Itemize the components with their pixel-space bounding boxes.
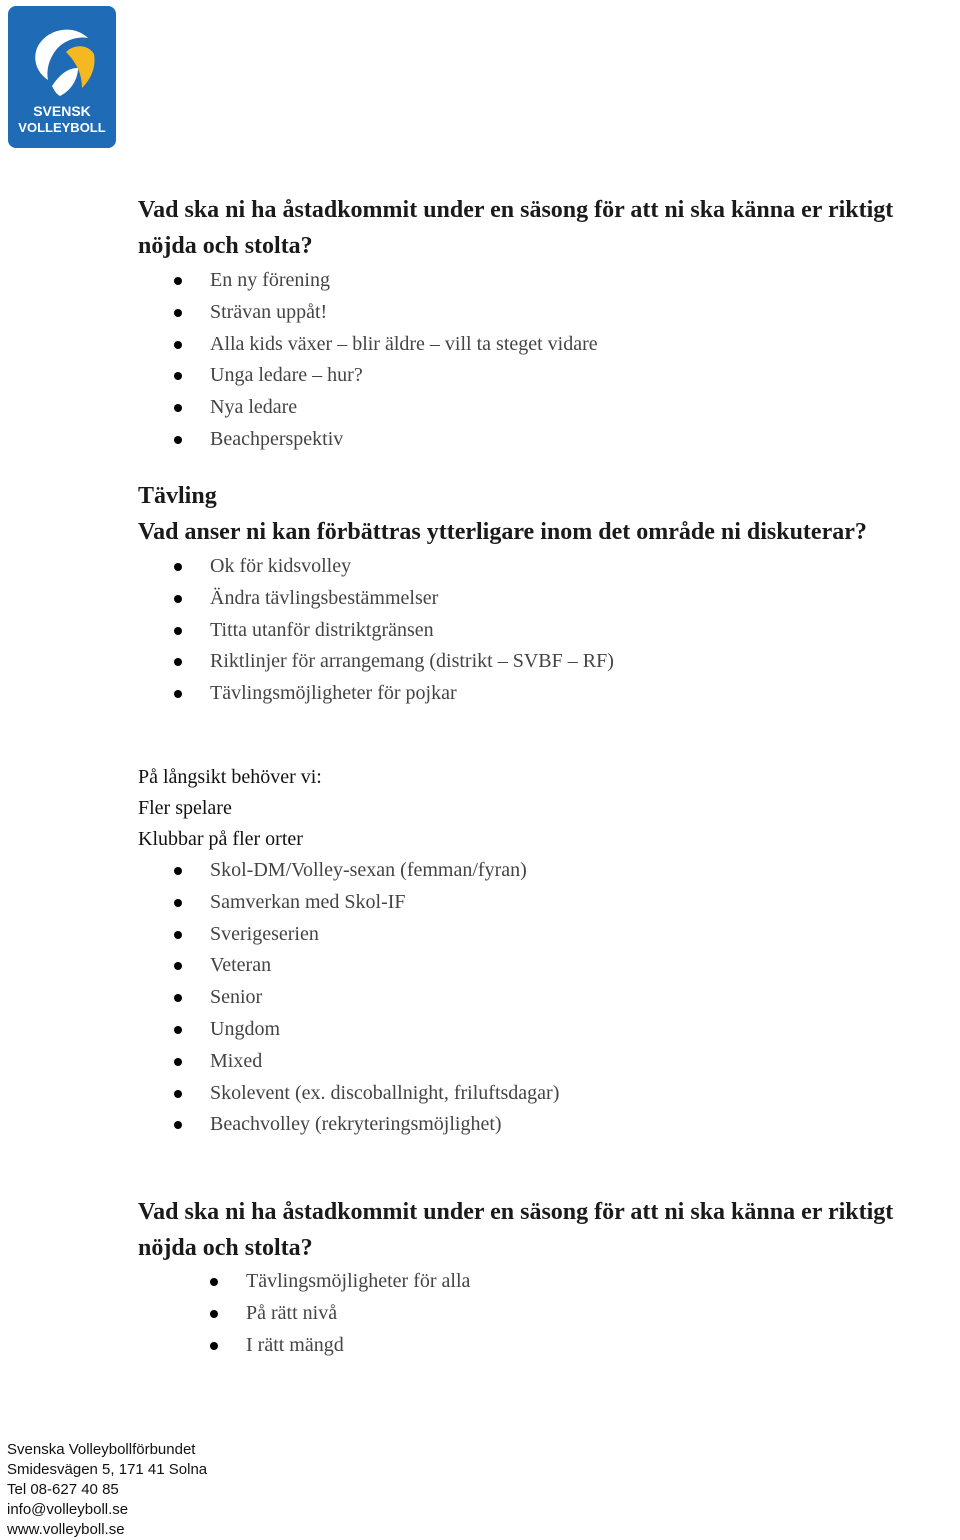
list-item: Ändra tävlingsbestämmelser [210,583,614,615]
footer-address: Smidesvägen 5, 171 41 Solna [7,1461,208,1478]
footer-email[interactable]: info@volleyboll.se [7,1501,129,1518]
section2-headings [138,478,867,550]
list-item: Tävlingsmöjligheter för alla [246,1266,470,1298]
bullet-icon [174,899,182,907]
list-item: Samverkan med Skol-IF [210,887,559,919]
list-item: Ungdom [210,1014,559,1046]
footer-contact [7,1440,207,1540]
list-item: Riktlinjer för arrangemang (distrikt – SVBF – RF) [210,646,614,678]
section1-question-line2: nöjda och stolta? [138,233,313,259]
bullet-icon [174,404,182,412]
bullet-icon [174,1121,182,1129]
list-item: Unga ledare – hur? [210,360,598,392]
list-item: Ok för kidsvolley [210,551,614,583]
bullet-icon [210,1342,218,1350]
bullet-icon [174,658,182,666]
list-item: Alla kids växer – blir äldre – vill ta steget vidare [210,329,598,361]
bullet-icon [174,962,182,970]
bullet-icon [174,1090,182,1098]
bullet-icon [174,595,182,603]
footer-org: Svenska Volleybollförbundet [7,1441,196,1458]
section4-question-line2: nöjda och stolta? [138,1235,313,1261]
list-item: I rätt mängd [246,1330,470,1362]
footer-website[interactable]: www.volleyboll.se [7,1521,125,1538]
section4-list [246,1266,470,1361]
section3-line1: På långsikt behöver vi: [138,766,322,788]
list-item: Strävan uppåt! [210,297,598,329]
list-item: Senior [210,982,559,1014]
section1-question-line1: Vad ska ni ha åstadkommit under en säsong för att ni ska känna er riktigt [138,197,894,223]
section3-line2: Fler spelare [138,797,232,819]
section2-list [210,551,614,710]
bullet-icon [174,277,182,285]
section4-question-line1: Vad ska ni ha åstadkommit under en säsong för att ni ska känna er riktigt [138,1199,894,1225]
bullet-icon [174,436,182,444]
list-item: Sverigeserien [210,919,559,951]
logo-line-2: VOLLEYBOLL [18,120,106,135]
bullet-icon [174,341,182,349]
section3-line3: Klubbar på fler orter [138,828,303,850]
list-item: Tävlingsmöjligheter för pojkar [210,678,614,710]
bullet-icon [174,563,182,571]
list-item: Skol-DM/Volley-sexan (femman/fyran) [210,855,559,887]
bullet-icon [174,1026,182,1034]
list-item: Veteran [210,950,559,982]
bullet-icon [174,867,182,875]
list-item: Skolevent (ex. discoballnight, friluftsdagar) [210,1078,559,1110]
list-item: Mixed [210,1046,559,1078]
section2-title: Tävling [138,483,217,509]
logo-line-1: SVENSK [33,103,91,119]
list-item: Beachperspektiv [210,424,598,456]
bullet-icon [174,309,182,317]
bullet-icon [210,1278,218,1286]
bullet-icon [174,372,182,380]
bullet-icon [174,690,182,698]
list-item: På rätt nivå [246,1298,470,1330]
svensk-volleyboll-logo [8,6,116,148]
bullet-icon [210,1310,218,1318]
bullet-icon [174,1058,182,1066]
footer-phone: Tel 08-627 40 85 [7,1481,119,1498]
bullet-icon [174,931,182,939]
list-item: Titta utanför distriktgränsen [210,615,614,647]
section2-question: Vad anser ni kan förbättras ytterligare inom det område ni diskuterar? [138,519,867,545]
list-item: Nya ledare [210,392,598,424]
bullet-icon [174,627,182,635]
bullet-icon [174,994,182,1002]
list-item: Beachvolley (rekryteringsmöjlighet) [210,1109,559,1141]
section1-question [138,192,893,264]
section3-list [210,855,559,1141]
list-item: En ny förening [210,265,598,297]
section1-list [210,265,598,456]
section4-question [138,1194,893,1266]
